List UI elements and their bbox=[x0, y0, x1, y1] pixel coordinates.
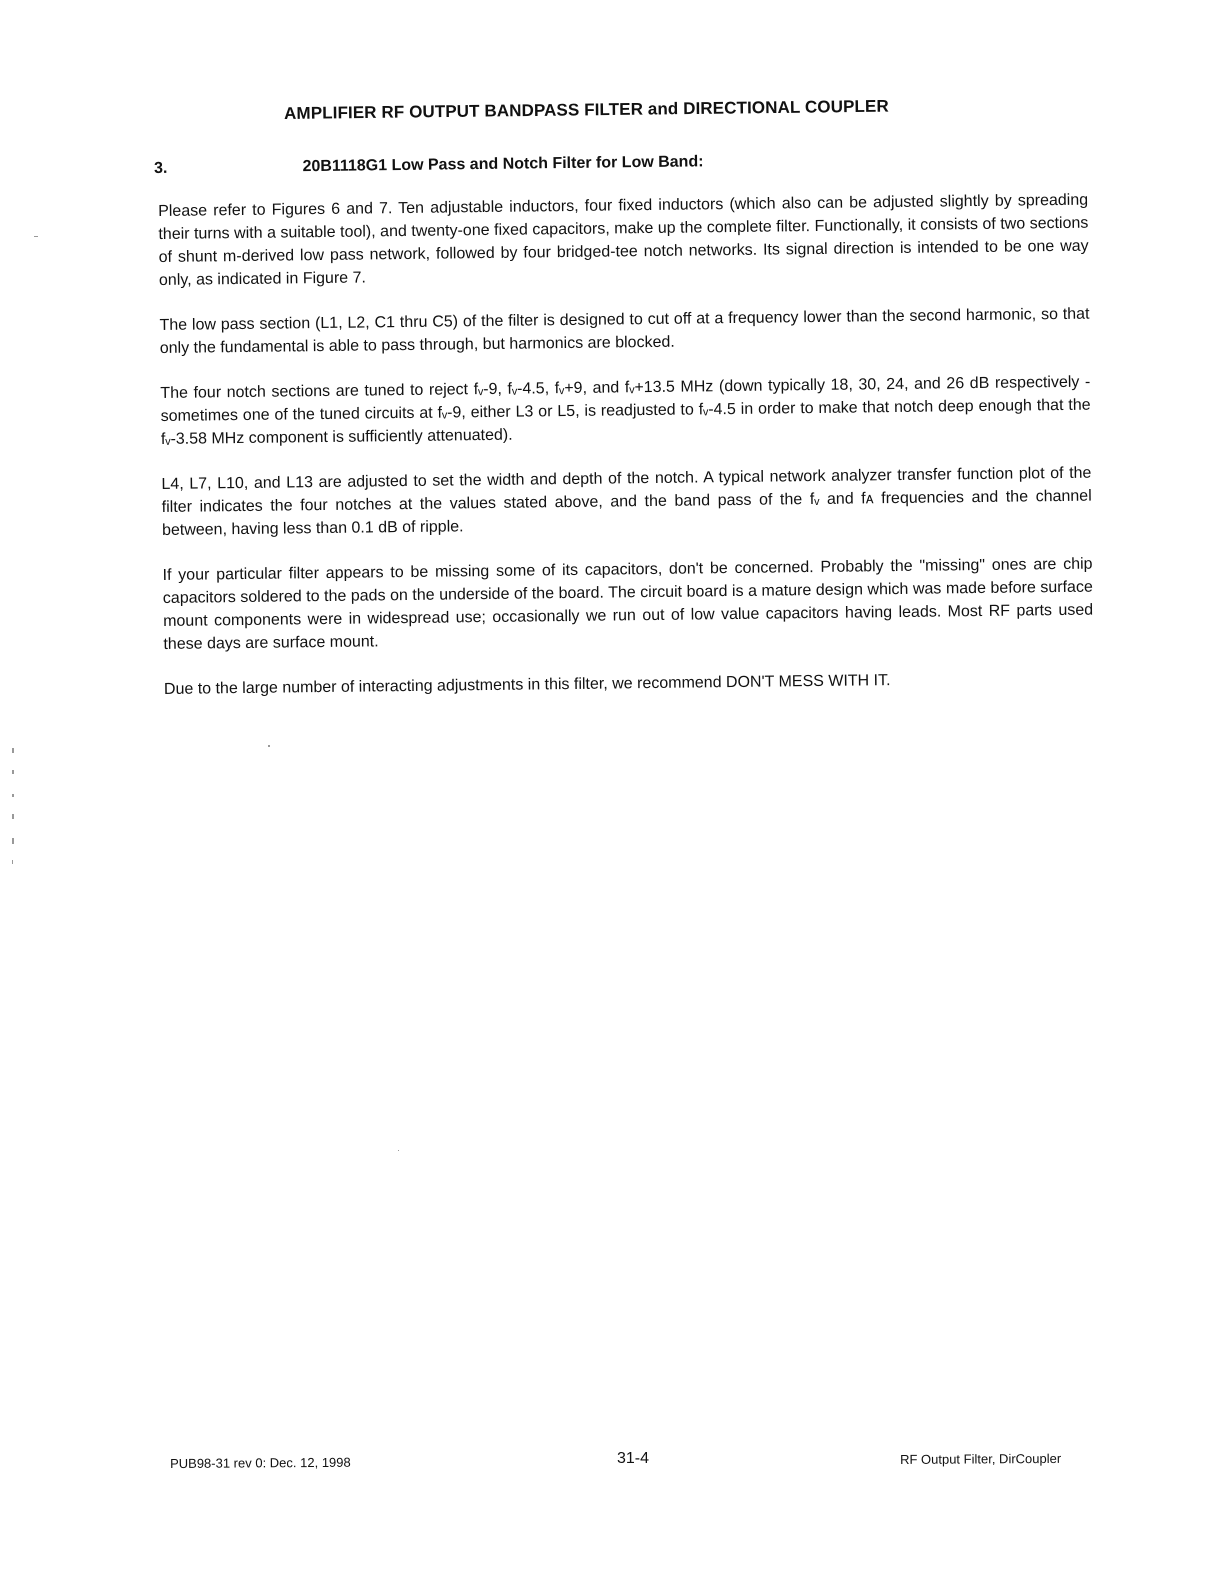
scan-speck bbox=[12, 794, 14, 797]
paragraph-low-pass: The low pass section (L1, L2, C1 thru C5) of the filter is designed to cut off at a frequency lower than the second harmonic, so that only the fundamental is able to pass through, but harmonics are blocked. bbox=[159, 305, 1090, 357]
footer-page-number: 31-4 bbox=[617, 1450, 650, 1467]
paragraph-adjustment: L4, L7, L10, and L13 are adjusted to set the width and depth of the notch. A typical network analyzer transfer function plot of the filter indicates the four notches at the values stated above, and the band pass of the fᵥ and fᴀ frequencies and the channel between, having less than 0.1 dB of ripple. bbox=[161, 464, 1092, 539]
paragraph-missing-capacitors: If your particular filter appears to be missing some of its capacitors, don't be concerned. Probably the "missing" ones are chip capacitors soldered to the pads on the underside of the board. The circuit board is a mature design which was made before surface mount components were in widespread use; occasionally we run out of low value capacitors having leads. Most RF parts used these days are surface mount. bbox=[162, 555, 1094, 653]
paragraph-intro: Please refer to Figures 6 and 7. Ten adjustable inductors, four fixed inductors (which also can be adjusted slightly by spreading their turns with a suitable tool), and twenty-one fixed capacitors, make up the complete filter. Functionally, it consists of two sections of shunt m-derived low pass network, followed by four bridged-tee notch networks. Its signal direction is intended to be one way only, as indicated in Figure 7. bbox=[158, 191, 1089, 289]
scan-speck bbox=[12, 748, 14, 753]
section-title: 20B1118G1 Low Pass and Notch Filter for Low Band: bbox=[302, 153, 704, 176]
scan-speck bbox=[12, 860, 13, 864]
section-heading bbox=[154, 151, 854, 178]
scan-speck bbox=[12, 838, 14, 844]
footer-publication: PUB98-31 rev 0: Dec. 12, 1998 bbox=[170, 1454, 351, 1471]
scan-speck bbox=[34, 236, 38, 237]
section-number: 3. bbox=[154, 159, 168, 177]
scan-speck bbox=[12, 770, 14, 774]
paragraph-warning: Due to the large number of interacting adjustments in this filter, we recommend DON'T MESS WITH IT. bbox=[163, 672, 891, 698]
document-body bbox=[158, 189, 1094, 723]
scan-speck bbox=[268, 745, 270, 747]
scan-speck bbox=[398, 1150, 399, 1151]
document-title: AMPLIFIER RF OUTPUT BANDPASS FILTER and DIRECTIONAL COUPLER bbox=[284, 96, 889, 123]
scan-speck bbox=[12, 814, 14, 819]
footer-section-name: RF Output Filter, DirCoupler bbox=[900, 1450, 1062, 1467]
paragraph-notch-sections: The four notch sections are tuned to reject fᵥ-9, fᵥ-4.5, fᵥ+9, and fᵥ+13.5 MHz (down typically 18, 30, 24, and 26 dB respectively - sometimes one of the tuned circuits at fᵥ-9, either L3 or L5, is readjusted to fᵥ-4.5 in order to make that notch deep enough that the fᵥ-3.58 MHz component is sufficiently attenuated). bbox=[160, 373, 1091, 448]
